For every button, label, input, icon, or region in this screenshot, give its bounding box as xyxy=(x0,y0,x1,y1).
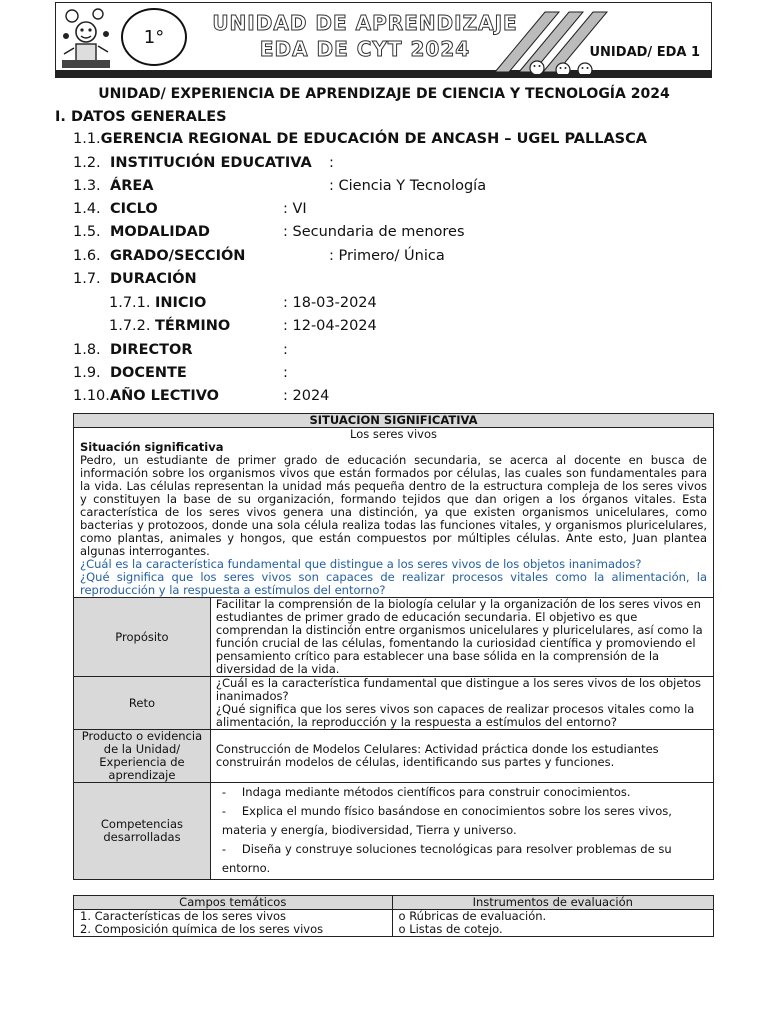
row-value: : xyxy=(283,365,288,381)
data-row-modalidad: 1.5. MODALIDAD : Secundaria de menores xyxy=(73,224,465,240)
competency-item: - Indaga mediante métodos científicos para construir conocimientos. xyxy=(222,783,707,802)
row-label: DOCENTE xyxy=(110,365,187,381)
instrument-item: o Rúbricas de evaluación. xyxy=(398,909,547,923)
data-row-grado: 1.6. GRADO/SECCIÓN : Primero/ Única xyxy=(73,248,445,264)
decorative-stripes-icon xyxy=(485,8,635,74)
data-row-anio-lectivo: 1.10.AÑO LECTIVO : 2024 xyxy=(73,388,330,404)
challenge-cell xyxy=(210,677,713,730)
data-row-docente: 1.9. DOCENTE : xyxy=(73,365,288,381)
field-item: 2. Composición química de los seres vivos xyxy=(80,922,324,936)
row-value: : Primero/ Única xyxy=(329,248,445,264)
data-row-gerencia: 1.1.GERENCIA REGIONAL DE EDUCACIÓN DE ANCASH – UGEL PALLASCA xyxy=(73,131,647,147)
row-label: GERENCIA REGIONAL DE EDUCACIÓN DE ANCASH – UGEL PALLASCA xyxy=(100,131,647,147)
header-banner xyxy=(55,2,712,78)
row-value: : xyxy=(329,155,334,171)
row-label: AÑO LECTIVO xyxy=(109,388,220,404)
purpose-label: Propósito xyxy=(74,598,211,677)
competency-item: - Diseña y construye soluciones tecnológicas para resolver problemas de su entorno. xyxy=(222,840,707,878)
fields-col-header: Campos temáticos xyxy=(74,896,393,910)
competencies-label: Competencias desarrolladas xyxy=(74,783,211,880)
challenge-question-2: ¿Qué significa que los seres vivos son capaces de realizar procesos vitales como la alimentación, la reproducción y la respuesta a estímulos del entorno? xyxy=(215,702,695,729)
banner-title-line1: UNIDAD DE APRENDIZAJE xyxy=(212,11,518,35)
situation-label: Situación significativa xyxy=(80,440,224,454)
row-value: : 12-04-2024 xyxy=(283,318,377,334)
row-label: INICIO xyxy=(155,295,207,311)
competencies-cell xyxy=(210,783,713,880)
data-row-area: 1.3. ÁREA : Ciencia Y Tecnología xyxy=(73,178,487,194)
data-row-ciclo: 1.4. CICLO : VI xyxy=(73,201,307,217)
row-value: : VI xyxy=(283,201,307,217)
situation-question-2: ¿Qué significa que los seres vivos son capaces de realizar procesos vitales como la alimentación, la reproducción y la respuesta a estímulos del entorno? xyxy=(80,570,707,597)
banner-title xyxy=(210,10,520,62)
data-row-termino: 1.7.2. TÉRMINO : 12-04-2024 xyxy=(109,318,377,334)
product-label: Producto o evidencia de la Unidad/ Experiencia de aprendizaje xyxy=(74,730,211,783)
row-label: DIRECTOR xyxy=(110,342,193,358)
instruments-col-header: Instrumentos de evaluación xyxy=(392,896,713,910)
challenge-question-1: ¿Cuál es la característica fundamental que distingue a los seres vivos de los objetos inanimados? xyxy=(215,676,701,703)
fields-cell xyxy=(74,910,393,937)
competencies-list xyxy=(214,783,707,878)
instruments-cell xyxy=(392,910,713,937)
row-label: DURACIÓN xyxy=(110,271,197,287)
product-text: Construcción de Modelos Celulares: Actividad práctica donde los estudiantes construirán modelos de células, identificando sus partes y funciones. xyxy=(210,730,713,783)
purpose-text: Facilitar la comprensión de la biología celular y la organización de los seres vivos en estudiantes de primer grado de educación secundaria. El objetivo es que comprendan la distinción entre organismos unicelulares y pluricelulares, así como la función crucial de las células, fomentando la curiosidad científica y promoviendo el pensamiento crítico para establecer una base sólida en la comprensión de la diversidad de la vida. xyxy=(210,598,713,677)
row-value: : Secundaria de menores xyxy=(283,224,465,240)
row-label: MODALIDAD xyxy=(110,224,210,240)
row-label: ÁREA xyxy=(110,178,154,194)
competency-item: - Explica el mundo físico basándose en conocimientos sobre los seres vivos, materia y energía, biodiversidad, Tierra y universo. xyxy=(222,802,707,840)
field-item: 1. Características de los seres vivos xyxy=(80,909,287,923)
banner-title-line2: EDA DE CYT 2024 xyxy=(259,37,471,61)
document-heading: UNIDAD/ EXPERIENCIA DE APRENDIZAJE DE CIENCIA Y TECNOLOGÍA 2024 xyxy=(98,86,670,102)
row-label: CICLO xyxy=(110,201,158,217)
situation-cell xyxy=(74,428,714,598)
situation-question-1: ¿Cuál es la característica fundamental que distingue a los seres vivos de los objetos inanimados? xyxy=(80,557,642,571)
situation-subtitle: Los seres vivos xyxy=(350,427,437,441)
row-value: : 2024 xyxy=(283,388,330,404)
unit-label: UNIDAD/ EDA 1 xyxy=(589,45,700,60)
fields-table xyxy=(73,895,714,937)
situation-text: Pedro, un estudiante de primer grado de educación secundaria, se acerca al docente en busca de información sobre los organismos vivos que están formados por células, las cuales son fundamentales para la vida. Las células representan la unidad más pequeña dentro de la estructura compleja de los seres vivos y constituyen la base de su organización, formando tejidos que dan origen a los órganos vitales. Esta característica de los seres vivos genera una distinción, ya que existen organismos unicelulares, como bacterias y protozoos, donde una sola célula realiza todas las funciones vitales, y organismos pluricelulares, como plantas, animales y hongos, que están compuestos por múltiples células. Ante esto, Juan plantea algunas interrogantes. xyxy=(80,453,707,558)
row-label: TÉRMINO xyxy=(155,318,231,334)
section-title: I. DATOS GENERALES xyxy=(55,109,227,125)
challenge-label: Reto xyxy=(74,677,211,730)
data-row-duracion: 1.7. DURACIÓN xyxy=(73,271,197,287)
data-row-director: 1.8. DIRECTOR : xyxy=(73,342,288,358)
row-value: : xyxy=(283,342,288,358)
data-row-inicio: 1.7.1. INICIO : 18-03-2024 xyxy=(109,295,377,311)
row-value: : 18-03-2024 xyxy=(283,295,377,311)
situation-table xyxy=(73,413,714,880)
row-label: GRADO/SECCIÓN xyxy=(110,248,246,264)
situation-header: SITUACION SIGNIFICATIVA xyxy=(74,414,714,428)
data-row-institucion: 1.2. INSTITUCIÓN EDUCATIVA : xyxy=(73,155,334,171)
grade-badge: 1° xyxy=(121,8,187,66)
row-value: : Ciencia Y Tecnología xyxy=(329,178,487,194)
science-clipart-icon xyxy=(58,4,114,70)
instrument-item: o Listas de cotejo. xyxy=(398,922,503,936)
row-label: INSTITUCIÓN EDUCATIVA xyxy=(110,155,312,171)
